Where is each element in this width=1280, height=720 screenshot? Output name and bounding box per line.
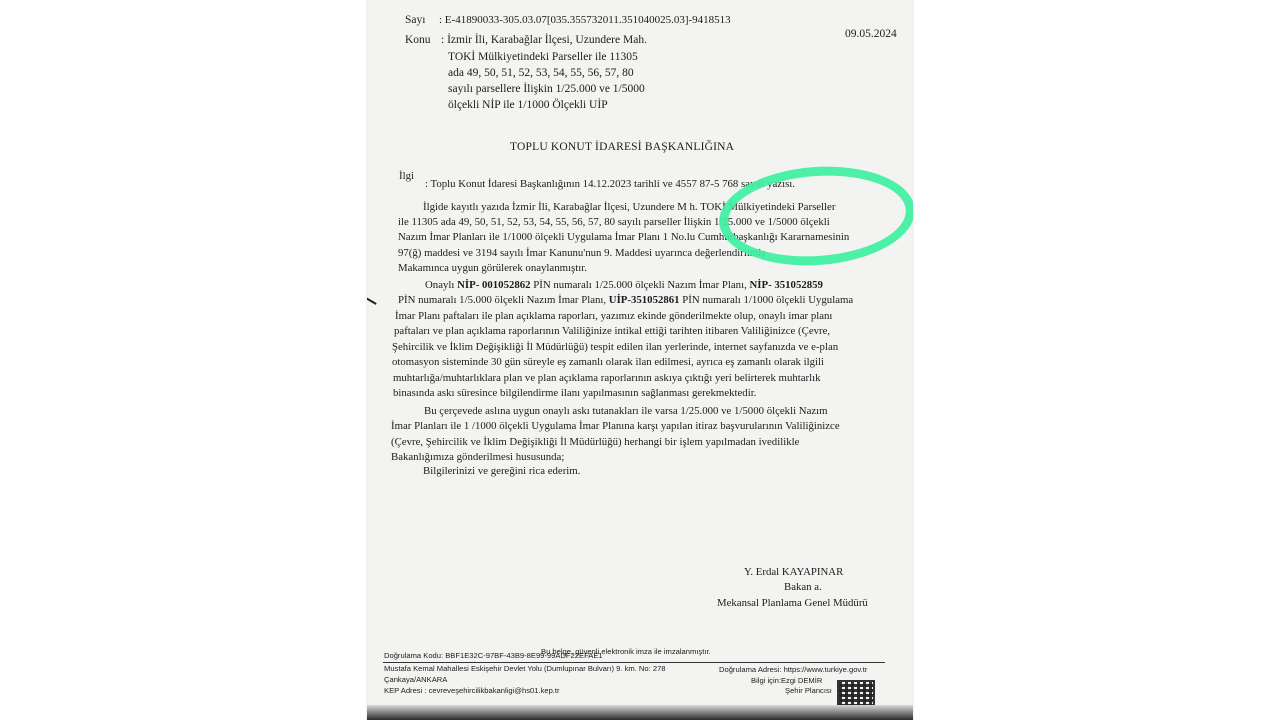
paragraph-line: muhtarlığa/muhtarlıklara plan ve plan açıklama raporlarının askıya çıktığı yeri belirterek muhtarlık bbox=[393, 372, 821, 384]
konu-line: TOKİ Mülkiyetindeki Parseller ile 11305 bbox=[448, 51, 638, 63]
ilgi-text: : Toplu Konut İdaresi Başkanlığının 14.12.2023 tarihli ve 4557 87-5 768 sayılı yazısı. bbox=[425, 178, 795, 190]
paragraph-line: Bu çerçevede aslına uygun onaylı askı tutanakları ile varsa 1/25.000 ve 1/5000 ölçekli Nazım bbox=[424, 405, 828, 417]
paragraph-line: İmar Planları ile 1 /1000 ölçekli Uygulama İmar Planına karşı yapılan itiraz başvurularının Valiliğinizce bbox=[391, 420, 840, 432]
konu-line: ölçekli NİP ile 1/1000 Ölçekli UİP bbox=[448, 99, 608, 111]
document-date: 09.05.2024 bbox=[845, 28, 897, 40]
info-title: Şehir Plancısı bbox=[785, 686, 832, 695]
paragraph-line: Bakanlığımıza gönderilmesi hususunda; bbox=[391, 451, 565, 463]
address-line: Çankaya/ANKARA bbox=[384, 675, 448, 684]
paragraph-line: İmar Planı paftaları ile plan açıklama raporları, yazımız ekinde gönderilmekte olup, onaylı imar planı bbox=[395, 310, 833, 322]
plan-code-uip: UİP-351052861 bbox=[608, 294, 680, 306]
footer-divider bbox=[383, 662, 885, 663]
sayi-value: : E-41890033-305.03.07[035.355732011.351040025.03]-9418513 bbox=[439, 14, 731, 26]
paragraph-line: İlgide kayıtlı yazıda İzmir İli, Karabağlar İlçesi, Uzundere M h. TOKİ Mülkiyetindeki Parseller bbox=[423, 201, 836, 213]
verify-address: Doğrulama Adresi: https://www.turkiye.gov.tr bbox=[719, 665, 868, 674]
scan-edge-shadow bbox=[367, 705, 913, 720]
konu-line: : İzmir İli, Karabağlar İlçesi, Uzundere Mah. bbox=[441, 34, 647, 46]
signatory-title: Mekansal Planlama Genel Müdürü bbox=[717, 597, 868, 609]
plan-code-nip: NİP- 001052862 bbox=[457, 279, 531, 291]
signatory-name: Y. Erdal KAYAPINAR bbox=[744, 566, 844, 578]
paragraph-line: paftaları ve plan açıklama raporlarının Valiliğinize intikal ettiği tarihten itibaren Valiliğinizce (Çevre, bbox=[394, 325, 831, 337]
pen-mark bbox=[367, 297, 377, 305]
text-run: PİN numaralı 1/25.000 ölçekli Nazım İmar Planı, bbox=[530, 279, 750, 291]
addressee-heading: TOPLU KONUT İDARESİ BAŞKANLIĞINA bbox=[510, 141, 735, 153]
text-run: PİN numaralı 1/1000 ölçekli Uygulama bbox=[679, 294, 854, 306]
konu-label: Konu bbox=[405, 34, 431, 46]
plan-code-nip: NİP- 351052859 bbox=[749, 279, 823, 291]
info-contact: Bilgi için:Ezgi DEMİR bbox=[751, 676, 823, 685]
paragraph-line: Makamınca uygun görülerek onaylanmıştır. bbox=[398, 262, 587, 274]
paragraph-line: ile 11305 ada 49, 50, 51, 52, 53, 54, 55, 56, 57, 80 sayılı parseller İlişkin 1/25.000 ve 1/5000 ölçekli bbox=[398, 216, 830, 228]
closing-line: Bilgilerinizi ve gereğini rica ederim. bbox=[423, 465, 581, 477]
paragraph-line: Şehircilik ve İklim Değişikliği İl Müdürlüğü) tespit edilen ilan yerlerinde, internet sayfanızda ve e-plan bbox=[392, 341, 839, 353]
text-run: PİN numaralı 1/5.000 ölçekli Nazım İmar Planı, bbox=[398, 294, 609, 306]
text-run: Onaylı bbox=[425, 279, 458, 291]
paragraph-line bbox=[425, 278, 823, 293]
ilgi-label: İlgi bbox=[399, 170, 414, 182]
paragraph-line: otomasyon sisteminde 30 gün süreyle eş zamanlı olarak ilan edilmesi, ayrıca eş zamanlı olarak ilgili bbox=[392, 356, 825, 368]
esign-note: Bu belge, güvenli elektronik imza ile imzalanmıştır. bbox=[541, 647, 711, 656]
konu-line: sayılı parsellere İlişkin 1/25.000 ve 1/5000 bbox=[448, 83, 645, 95]
paragraph-line: 97(ğ) maddesi ve 3194 sayılı İmar Kanunu'nun 9. Maddesi uyarınca değerlendirilmiş bbox=[398, 247, 766, 259]
signatory-authority: Bakan a. bbox=[784, 581, 822, 593]
paragraph-line: (Çevre, Şehircilik ve İklim Değişikliği İl Müdürlüğü) herhangi bir işlem yapılmadan ivedilikle bbox=[391, 436, 800, 448]
paragraph-line: Nazım İmar Planları ile 1/1000 ölçekli Uygulama İmar Planı 1 No.lu Cumhurbaşkanlığı Kararnamesinin bbox=[398, 231, 850, 243]
paragraph-line: binasında askı süresince bilgilendirme ilanı yapılmasının sağlanması gerekmektedir. bbox=[393, 387, 757, 399]
konu-line: ada 49, 50, 51, 52, 53, 54, 55, 56, 57, 80 bbox=[448, 67, 634, 79]
document-page bbox=[367, 0, 913, 720]
sayi-label: Sayı bbox=[405, 14, 426, 26]
kep-address: KEP Adresi : cevreveşehircilikbakanligi@hs01.kep.tr bbox=[384, 686, 560, 695]
paragraph-line bbox=[398, 293, 853, 308]
address-line: Mustafa Kemal Mahallesi Eskişehir Devlet Yolu (Dumlupınar Bulvarı) 9. km. No: 278 bbox=[384, 664, 666, 673]
verify-code: Doğrulama Kodu: BBF1E32C-97BF-43B9-8E99-99ADF22EFAE1 bbox=[384, 651, 603, 660]
